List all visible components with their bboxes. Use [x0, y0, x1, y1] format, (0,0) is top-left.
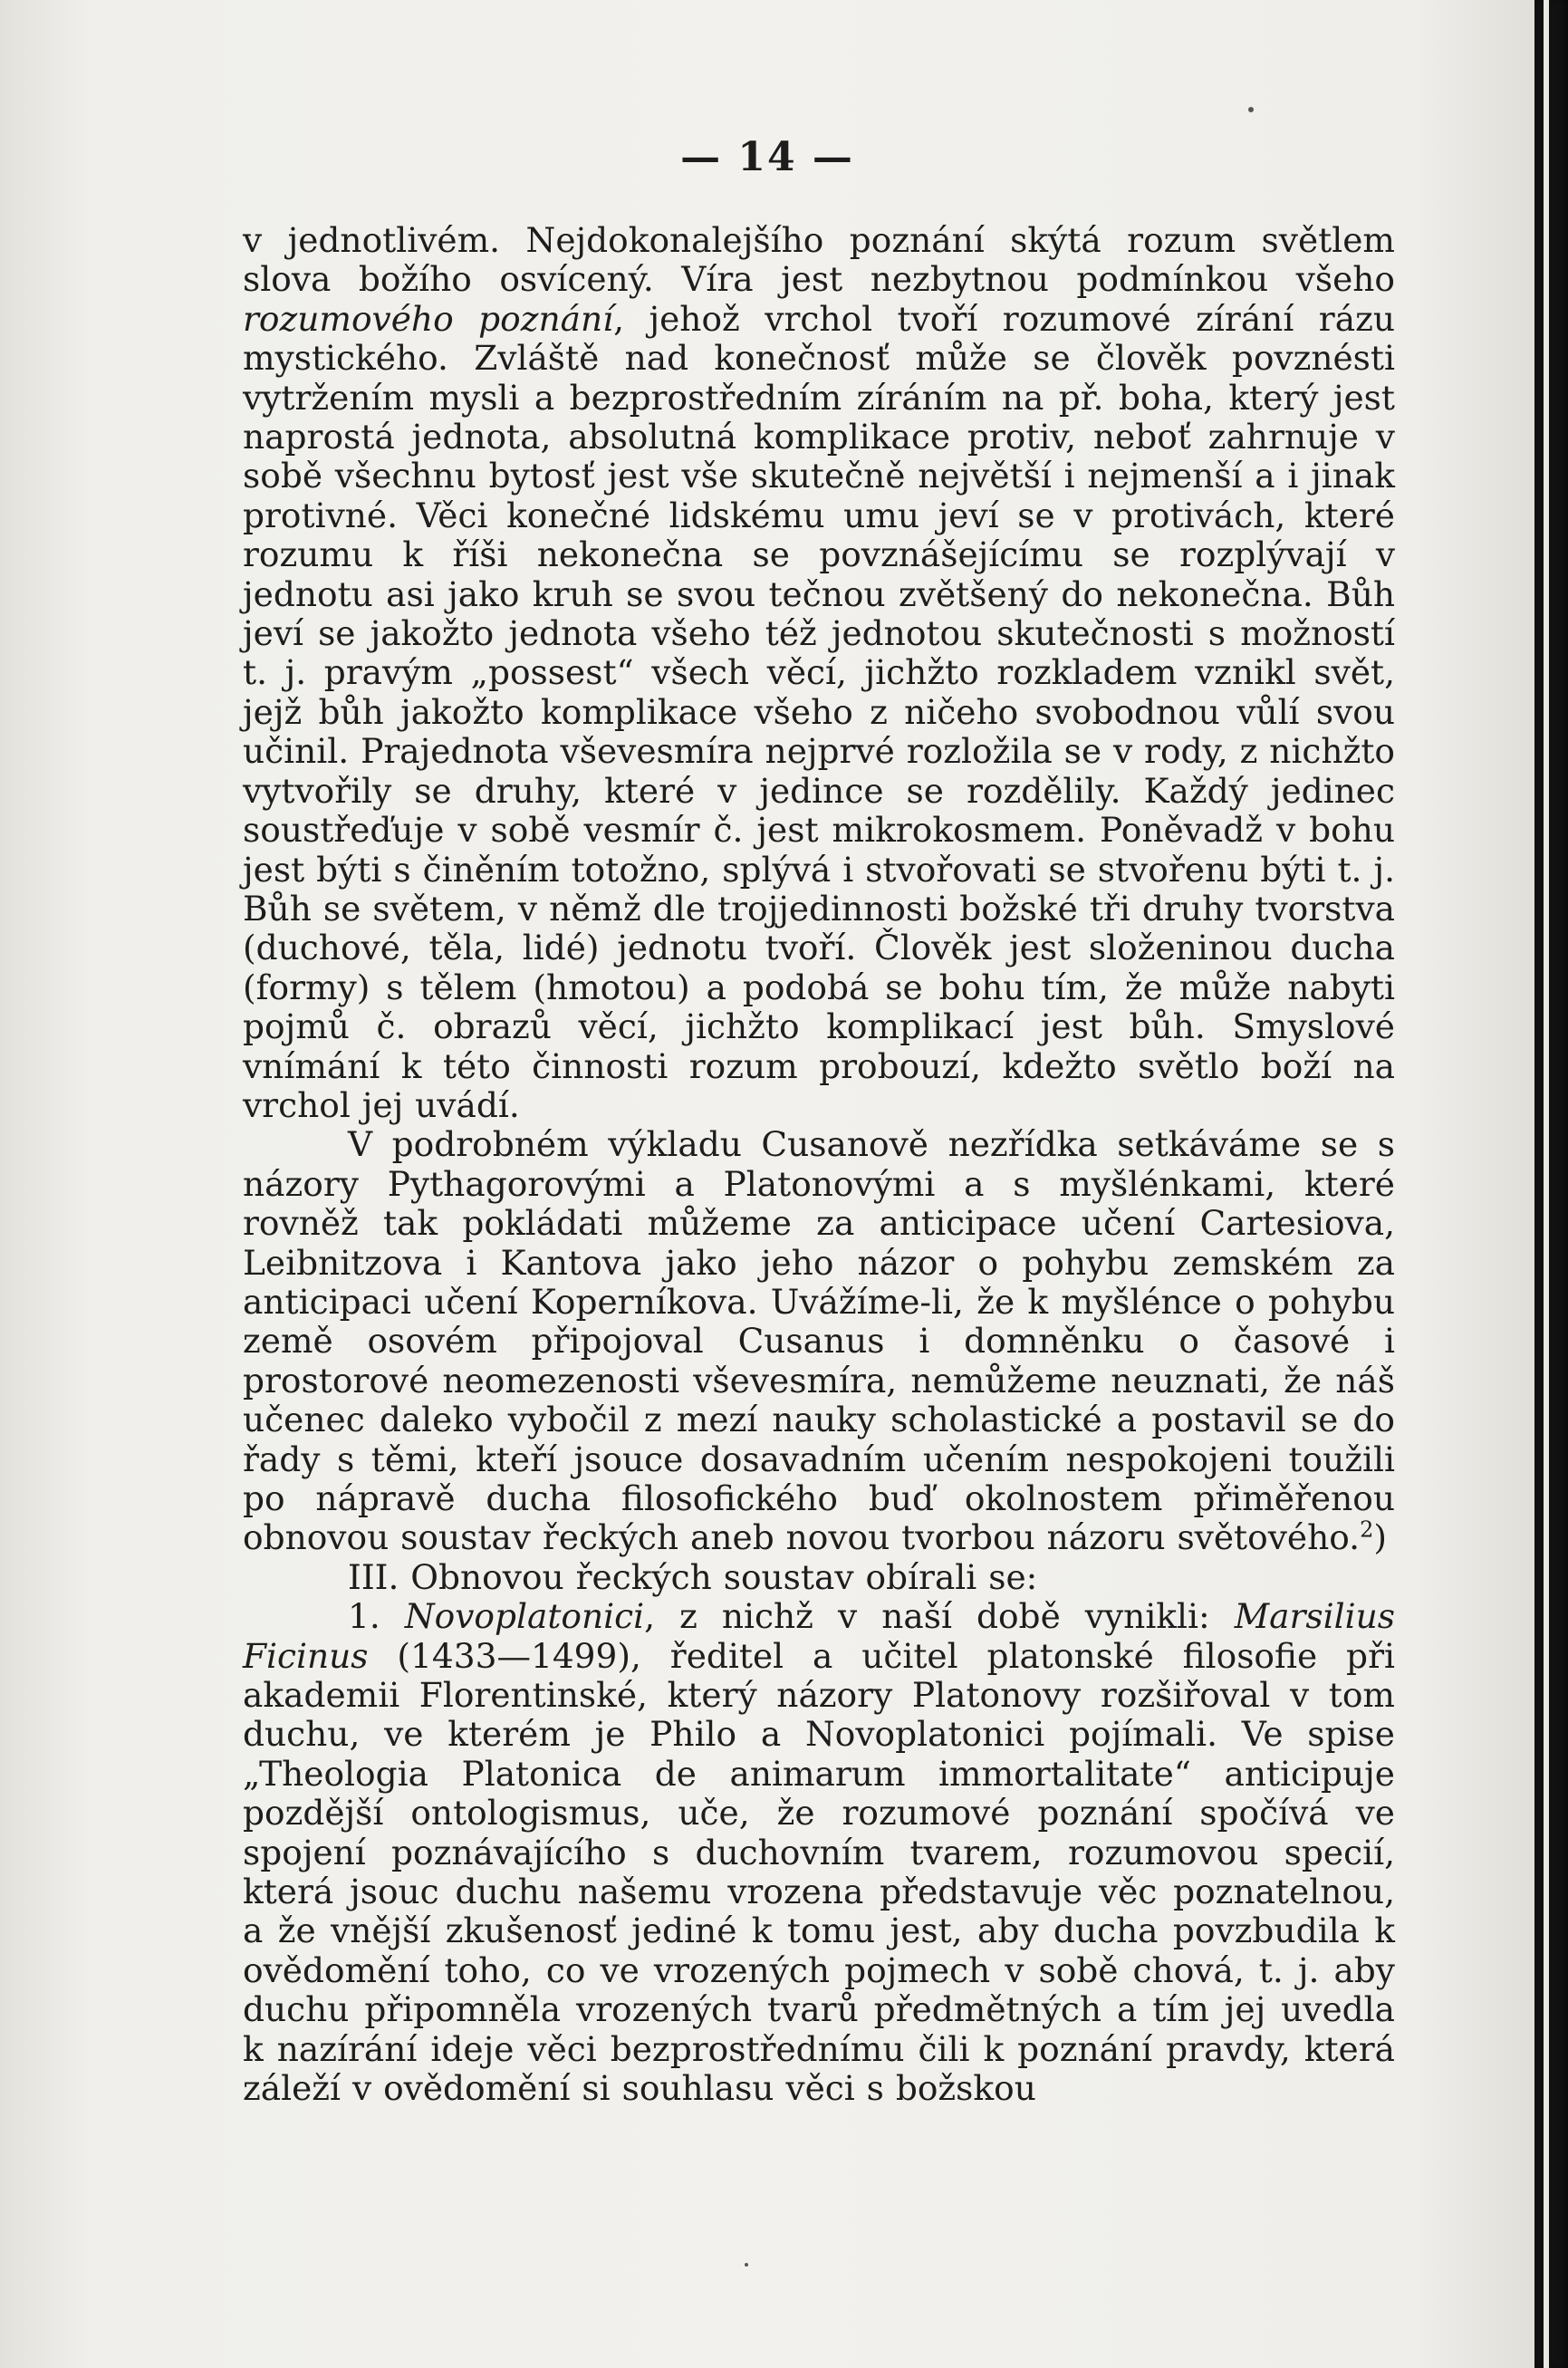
binding-edge — [1534, 0, 1568, 2368]
page-number: — 14 — — [680, 134, 854, 180]
footnote-marker: 2 — [1360, 1516, 1374, 1543]
paragraph — [243, 1558, 1395, 1597]
page-edge-sliver — [1544, 0, 1549, 2368]
paragraph — [243, 1597, 1395, 2108]
text-run: ) — [1373, 1517, 1387, 1558]
text-run: , z nichž v naší době vynikli: — [644, 1596, 1235, 1637]
italic-text: Marsilius Ficinus — [243, 1596, 1396, 1676]
paragraph — [243, 221, 1395, 1125]
italic-text: Novoplatonici — [404, 1596, 645, 1637]
italic-text: rozumového poznání — [243, 298, 614, 339]
text-run: V podrobném výkladu Cusanově nezřídka setkáváme se s názory Pythagorovými a Platonovými a s myšlénkami, které rovněž tak pokládati můžeme za anticipace učení Cartesiova, Leibnitzova i Kantova jako jeho názor o pohybu zemském za anticipaci učení Koperníkova. Uvážíme-li, že k myšlénce o pohybu země osovém připojoval Cusanus i domněnku o časové i prostorové neomezenosti vševesmíra, nemůžeme neuznati, že náš učenec daleko vybočil z mezí nauky scholastické a postavil se do řady s těmi, kteří jsouce dosavadním učením nespokojeni toužili po nápravě ducha filosofického buď okolnostem přiměřenou obnovou soustav řeckých aneb novou tvorbou názoru světového. — [243, 1124, 1395, 1558]
print-speck — [1248, 107, 1254, 112]
text-run: (1433—1499), ředitel a učitel platonské filosofie při akademii Florentinské, který názory Platonovy rozšiřoval v tom duchu, ve kterém je Philo a Novoplatonici pojímali. Ve spise „Theologia Platonica de animarum immortalitate“ anticipuje pozdější ontologismus, uče, že rozumové poznání spočívá ve spojení poznávajícího s duchovním tvarem, rozumovou specií, která jsouc duchu našemu vrozena představuje věc poznatelnou, a že vnější zkušenosť jediné k tomu jest, aby ducha povzbudila k ovědomění toho, co ve vrozených pojmech v sobě chová, t. j. aby duchu připomněla vrozených tvarů předmětných a tím jej uvedla k nazírání ideje věci bezprostřednímu čili k poznání pravdy, která záleží v ovědomění si souhlasu věci s božskou — [243, 1635, 1395, 2109]
text-run: , jehož vrchol tvoří rozumové zírání rázu mystického. Zvláště nad konečnosť může se člověk povznésti vytržením mysli a bezprostředním zíráním na př. boha, který jest naprostá jednota, absolutná komplikace protiv, neboť zahrnuje v sobě všechnu bytosť jest vše skutečně největší i nejmenší a i jinak protivné. Věci konečné lidskému umu jeví se v protivách, které rozumu k říši nekonečna se povznášejícímu se rozplývají v jednotu asi jako kruh se svou tečnou zvětšený do nekonečna. Bůh jeví se jakožto jednota všeho též jednotou skutečnosti s možností t. j. pravým „possest“ všech věcí, jichžto rozkladem vznikl svět, jejž bůh jakožto komplikace všeho z ničeho svobodnou vůlí svou učinil. Prajednota vševesmíra nejprvé rozložila se v rody, z nichžto vytvořily se druhy, které v jedince se rozdělily. Každý jedinec soustřeďuje v sobě vesmír č. jest mikrokosmem. Poněvadž v bohu jest býti s činěním totožno, splývá i stvořovati se stvořenu býti t. j. Bůh se světem, v němž dle trojjedinnosti božské tři druhy tvorstva (duchové, těla, lidé) jednotu tvoří. Člověk jest složeninou ducha (formy) s tělem (hmotou) a podobá se bohu tím, že může nabyti pojmů č. obrazů věcí, jichžto komplikací jest bůh. Smyslové vnímání k této činnosti rozum probouzí, kdežto světlo boží na vrchol jej uvádí. — [243, 298, 1395, 1125]
paragraph — [243, 1125, 1395, 1557]
text-run: 1. — [348, 1596, 405, 1637]
text-run: v jednotlivém. Nejdokonalejšího poznání skýtá rozum světlem slova božího osvícený. Víra jest nezbytnou podmínkou všeho — [243, 220, 1395, 300]
print-speck — [745, 2263, 748, 2267]
text-run: III. Obnovou řeckých soustav obírali se: — [348, 1556, 1038, 1597]
body-text — [243, 221, 1395, 2109]
